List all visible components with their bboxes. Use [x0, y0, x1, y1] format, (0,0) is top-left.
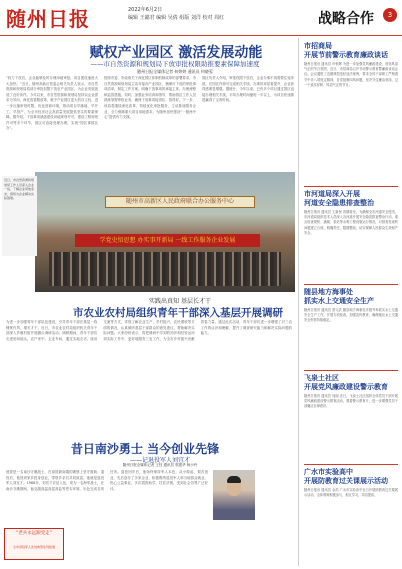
right-article-3-subtitle: 抓实水上交通安全生产 [304, 297, 374, 305]
right-divider-3 [304, 370, 398, 371]
photo-banner: 随州市高新区人民政府联合办公服务中心 [105, 196, 255, 208]
right-article-4-subtitle: 开展党风廉政建设警示教育 [304, 383, 388, 391]
article1-subtitle: ——市自然资源和规划局下放审批权限助推要素保障加速度 [90, 60, 260, 68]
right-divider-2 [304, 284, 398, 285]
column-divider [298, 38, 299, 566]
portrait-hair [227, 476, 241, 483]
article2-body: 为进一步加强青年干部队伍建设，引导青年干部在基层一线锤炼作风、增长才干，近日，市农业农村局组织机关青年干部深入乡镇村组开展蹲点调研活动。调研期间，青年干部们走进田间地头、农户家中、企业车间，通过实地走访、座谈交流等方式，详细了解农业生产、乡村振兴、农民增收等方面的情况，认真倾听基层干部群众的意见建议，帮助解决实际问题。大家纷纷表示，将把调研中学到的知识和经验运用到实际工作中，更好地服务三农工作，为全市乡村振兴贡献青春力量。通过此次活动，青年干部们进一步增强了对三农工作的认识和理解，提升了调查研究能力和解决实际问题的能力。 [6, 320, 292, 341]
right-article-5-subtitle: 开展防教育过关课展示活动 [304, 477, 388, 485]
article3-subtitle: ——记退役军人刘宜才 [129, 457, 190, 464]
article1-body-right: 园区负责人介绍，审批权限下放后，企业办事不再需要往返奔波，在园区内即可完成相关手续，办事效率显著提升，企业获得感明显增强。据统计，今年以来，已有多个项目通过园区直接办理相关手续，平均办理时间缩短一半以上，为项目快速推进赢得了宝贵时间。 [202, 76, 294, 103]
series-box-title: “老兵永远跟党走” [15, 531, 53, 536]
right-article-1-subtitle: 开展节前警示教育廉政谈话 [304, 51, 388, 59]
page-number: 3 [383, 8, 397, 22]
section-title: 战略合作 [318, 11, 374, 27]
photo-caption: 近日，市自然资源和规划局工作人员深入企业一线，了解企业用地需求，现场为企业解决实际困难。 [2, 176, 37, 256]
article1-byline: 随州日报全媒体记者 何婷婷 通讯员 何晓蓉 [137, 69, 213, 74]
right-article-4-title: 飞泉土社区 [304, 374, 339, 382]
article3-body: 他曾是一名南沙守礁战士，在祖国最南端的礁堡上坚守数载；退役后，他回到家乡投身创业，带领乡亲们共同致富。他就是退役军人刘宜才。1988年，刘宜才应征入伍，成为一名海军战士，在南沙守礁期间，他克服高温高湿高盐等恶劣环境，出色完成各项任务。退役回乡后，他始终保持军人本色，从小做起，艰苦创业，先后创办了多家企业，积极吸纳退役军人和当地群众就业，热心公益事业，多次捐资助学、扶贫济困，受到社会各界广泛好评。 [6, 470, 208, 491]
photo-crowd [49, 252, 281, 286]
right-article-2-title: 市河道局深入开展 [304, 190, 360, 198]
masthead: 随州日报 [6, 7, 90, 31]
right-divider-4 [304, 464, 398, 465]
series-box [4, 528, 64, 560]
right-article-4-body: 随州日报讯 通讯员 何丽 近日，飞泉土社区组织全体党员干部开展党风廉政建设警示教育活动，观看警示教育片，进一步增强党员干部廉洁自律意识。 [304, 394, 398, 409]
right-article-3-body: 随州日报讯 通讯员 蔡元武 随县地方海事处多措并举抓实水上交通安全生产工作，开展专项检查，加强宣传教育，确保辖区水上交通安全形势持续稳定。 [304, 308, 398, 323]
right-article-2-subtitle: 河道安全隐患排查整治 [304, 199, 374, 207]
page-header [0, 0, 402, 36]
right-article-5-body: 随州日报讯 通讯员 余浩 广水市实验高中近日开展防教育过关课展示活动，全体教师积极参与，相互学习，共同提高。 [304, 488, 398, 498]
article3-title: 昔日南沙勇士 当今创业先锋 [70, 442, 220, 456]
editor-line: 编辑 王懿君 编辑 吴倩 组版 刘洋 校对 周红 [128, 15, 225, 21]
portrait-photo [213, 470, 255, 520]
article2-title: 市农业农村局组织青年干部深入基层开展调研 [73, 307, 283, 319]
article3-byline: 随州日报全媒体记者 王钰 通讯员 郭建华 杨小玲 [122, 463, 198, 467]
article2-kicker: 实践出真知 基层长才干 [149, 298, 211, 305]
right-article-1-body: 随州日报讯 通讯员 叶恒辉 为进一步加强党风廉政建设，营造风清气正的节日氛围，近日，市招商局召开节前警示教育暨廉政谈话会议。会议通报了近期典型违纪违法案例，要求全体干部职工严格遵守中央八项规定精神，自觉抵制四风问题，坚决守住廉洁底线，过一个欢乐祥和、风清气正的节日。 [304, 62, 398, 87]
right-article-2-body: 随州日报讯 通讯员 王新民 汛期将至，为确保全市河道安全度汛，市河道局组织技术人员深入各河道开展安全隐患排查整治行动，重点检查堤防、涵闸、泵站等水利工程设施运行情况，对排查发现的问题建立台账，明确责任，限期整改，切实保障人民群众生命财产安全。 [304, 210, 398, 235]
right-article-3-title: 随县地方海事处 [304, 288, 353, 296]
article1-title: 赋权产业园区 激活发展动能 [89, 45, 263, 61]
right-divider-1 [304, 186, 398, 187]
article3-body-tail [68, 530, 294, 564]
right-article-1-title: 市招商局 [304, 42, 332, 50]
series-box-subtitle: 全市退役军人先进典型系列报道 [12, 545, 55, 549]
article1-body-mid: 按照市委、市政府关于深化园区体制机制改革的部署要求，市自然资源和规划局主动对接各产业园区，梳理可下放的审批事项清单，制定工作方案，明确下放事项的承接主体、办理流程和监管措施。同时，加强业务培训和指导，帮助园区工作人员熟练掌握审批业务，确保下放事项接得住、管得好。下一步，该局将继续深化改革，持续优化审批服务，主动靠前服务企业，全力保障重大项目用地需求，为随州加快建设“一极两中心”提供有力支撑。 [104, 76, 196, 120]
news-photo [35, 172, 295, 292]
dateline: 2022年6月2日 [128, 7, 163, 13]
right-article-5-title: 广水市实验高中 [304, 468, 353, 476]
article1-body-left: “权力下放后，企业能够及时办理用地审批，项目建设速度大大加快。”近日，随州高新区管委会相关负责人表示，市自然资源和规划局将部分审批权限下放至产业园区，为企业发展创造了良好条件。今年以来，市自然资源和规划局坚持以企业需求为导向，深化放管服改革，赋予产业园区更大的自主权，进一步压缩审批时限，优化营商环境，推动项目早落地、早开工、早投产，为全市经济社会高质量发展提供坚实的要素保障。据介绍，下放事项涵盖建设用地规划许可、建设工程规划许可等多个环节，园区可直接受理办理，实现“园区事园区办”。 [6, 76, 98, 131]
photo-red-banner: 学党史悟思想 办实事开新局 一线工作服务企业发展 [75, 234, 260, 247]
